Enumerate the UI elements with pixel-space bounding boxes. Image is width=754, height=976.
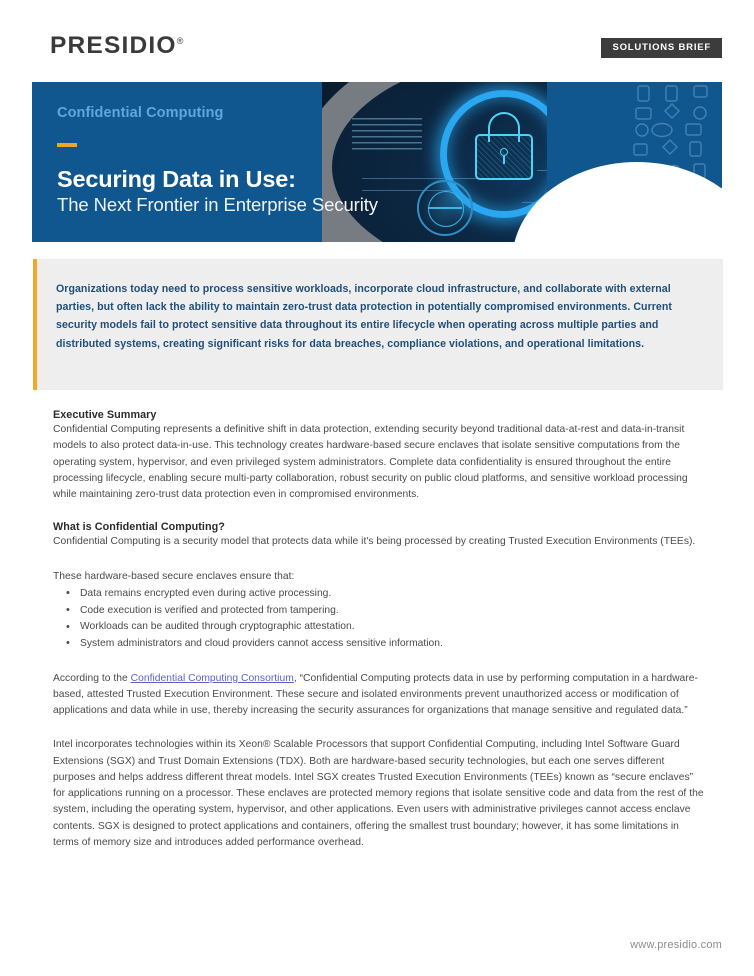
intel-paragraph: Intel incorporates technologies within its Xeon® Scalable Processors that support Confidential Computing, including Intel Software Guard Extensions (SGX) and Trust Domain Extensions (TDX). Both are hardware-based security technologies, but each one serves different purposes and helps address different threat models. Intel SGX creates Trusted Execution Environments (TEEs) known as “secure enclaves” for applications running on a processor. These enclaves are protected memory regions that isolate sensitive code and data from the rest of the system, including the operating system, hypervisor, and other applications. Even users with administrative privileges cannot access enclave contents. SGX is designed to protect applications and containers, offering the smallest trust boundary; however, it has some limitations in terms of memory size and introduces added performance overhead. [53,739,704,848]
globe-dial-icon [417,180,473,236]
code-texture-icon [352,118,422,152]
list-item: • Code execution is verified and protected from tampering. [53,603,705,620]
consortium-quote-paragraph [53,671,705,720]
enclave-benefits-list [53,586,705,653]
list-item: • Data remains encrypted even during active processing. [53,586,705,603]
what-is-body: Confidential Computing is a security model that protects data while it's being processed by creating Trusted Execution Environments (TEEs). [53,536,696,548]
section-spacer [53,653,705,671]
document-header [0,0,754,78]
executive-summary-heading: Executive Summary [53,409,157,421]
bullets-lead-in: These hardware-based secure enclaves ensure that: [53,570,295,582]
executive-summary-body: Confidential Computing represents a definitive shift in data protection, extending security beyond traditional data-at-rest and data-in-transit models to also protect data-in-use. This technology creates hardware-based secure enclaves that isolate sensitive computations from the operating system, hypervisor, and even privileged system administrators. Complete data confidentiality is ensured throughout the entire processing lifecycle, enabling secure multi-party collaboration, robust security on public cloud platforms, and sensitive workload processing while maintaining zero-trust data protection even in compromised environments. [53,424,688,501]
quote-prefix: According to the [53,672,131,684]
hero-accent-dash [57,143,77,147]
callout-box [33,259,723,390]
presidio-logo [50,34,183,59]
section-spacer [53,503,705,521]
confidential-computing-consortium-link[interactable]: Confidential Computing Consortium [130,672,294,684]
list-item: • System administrators and cloud providers cannot access sensitive information. [53,636,705,653]
list-item: • Workloads can be audited through cryptographic attestation. [53,619,705,636]
hero-title: Securing Data in Use: [57,166,296,192]
solutions-brief-badge: SOLUTIONS BRIEF [601,38,722,58]
registered-trademark-icon: ® [176,35,184,46]
logo-wordmark: PRESIDIO [50,32,177,59]
section-spacer [53,719,705,737]
what-is-heading: What is Confidential Computing? [53,521,225,534]
hero-subtitle: The Next Frontier in Enterprise Security [57,194,378,215]
hero-banner [32,82,722,242]
footer-website-url: www.presidio.com [630,939,722,951]
callout-accent-bar [33,259,37,390]
keyhole-icon [500,148,508,156]
document-body [53,409,705,851]
callout-text: Organizations today need to process sensitive workloads, incorporate cloud infrastructure, and collaborate with external parties, but often lack the ability to maintain zero-trust data protection in potentially compromised environments. Current security models fail to protect sensitive data throughout its entire lifecycle when operating across multiple parties and distributed systems, creating significant risks for data breaches, compliance violations, and operational limitations. [56,283,672,350]
quote-suffix: , “Confidential Computing protects data in use by performing computation in a hardware-based, attested Trusted Execution Environment. These secure and isolated environments prevent unauthorized access or modification of applications and data while in use, thereby increasing the security assurances for organizations that manage sensitive and regulated data.” [53,672,698,717]
section-spacer [53,551,705,569]
hero-eyebrow: Confidential Computing [57,105,224,121]
hero-artwork [322,82,722,242]
